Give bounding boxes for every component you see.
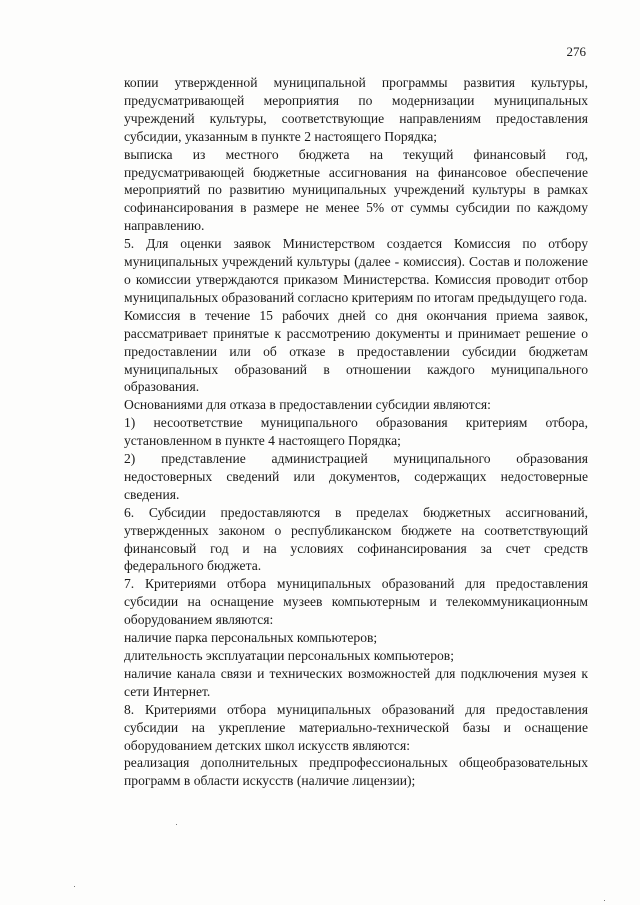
scan-speck <box>176 824 177 825</box>
paragraph-budget-extract: выписка из местного бюджета на текущий финансовый год, предусматривающей бюджетные ассигнования на финансовое обеспечение мероприятий по развитию муниципальных учреждений культуры в рамках софинансирования в размере не менее 5% от суммы субсидии по каждому направлению. <box>124 146 588 234</box>
paragraph-item-6: 6. Субсидии предоставляются в пределах бюджетных ассигнований, утвержденных законом о республиканском бюджете на соответствующий финансовый год и на условиях софинансирования за счет средств федерального бюджета. <box>124 504 588 574</box>
paragraph-refusal-2: 2) представление администрацией муниципального образования недостоверных сведений или документов, содержащих недостоверные сведения. <box>124 451 588 502</box>
paragraph-item-5: 5. Для оценки заявок Министерством создается Комиссия по отбору муниципальных учреждений культуры (далее - комиссия). Состав и положение о комиссии утверждаются приказом Министерства. Комиссия проводит отбор муниципальных образований согласно критериям по итогам предыдущего года. <box>124 236 588 305</box>
paragraph-commission: Комиссия в течение 15 рабочих дней со дня окончания приема заявок, рассматривает принятые к рассмотрению документы и принимает решение о предоставлении или об отказе в предоставлении субсидии бюджетам муниципальных образований в отношении каждого муниципального образования. <box>124 307 588 395</box>
criteria-pc-fleet: наличие парка персональных компьютеров; <box>124 630 378 646</box>
paragraph-refusal-1: 1) несоответствие муниципального образования критериям отбора, установленном в пункте 4 настоящего Порядка; <box>124 415 588 449</box>
page-number: 276 <box>566 44 586 59</box>
criteria-programs: реализация дополнительных предпрофессиональных общеобразовательных программ в области искусств (наличие лицензии); <box>124 755 588 789</box>
paragraph-refusal-grounds: Основаниями для отказа в предоставлении субсидии являются: <box>124 397 491 413</box>
paragraph-item-7: 7. Критериями отбора муниципальных образований для предоставления субсидии на оснащение музеев компьютерным и телекоммуникационным оборудованием являются: <box>124 576 588 628</box>
paragraph-item-8: 8. Критериями отбора муниципальных образований для предоставления субсидии на укрепление материально-технической базы и оснащение оборудованием детских школ искусств являются: <box>124 701 588 753</box>
scan-speck <box>604 900 605 901</box>
paragraph-copies: копии утвержденной муниципальной программы развития культуры, предусматривающей мероприятия по модернизации муниципальных учреждений культуры, соответствующие направлениям предоставления субсидии, указанным в пункте 2 настоящего Порядка; <box>124 75 588 144</box>
criteria-internet: наличие канала связи и технических возможностей для подключения музея к сети Интернет. <box>124 665 588 699</box>
criteria-pc-age: длительность эксплуатации персональных компьютеров; <box>124 648 454 663</box>
scan-speck <box>74 886 75 887</box>
document-body <box>124 74 588 790</box>
